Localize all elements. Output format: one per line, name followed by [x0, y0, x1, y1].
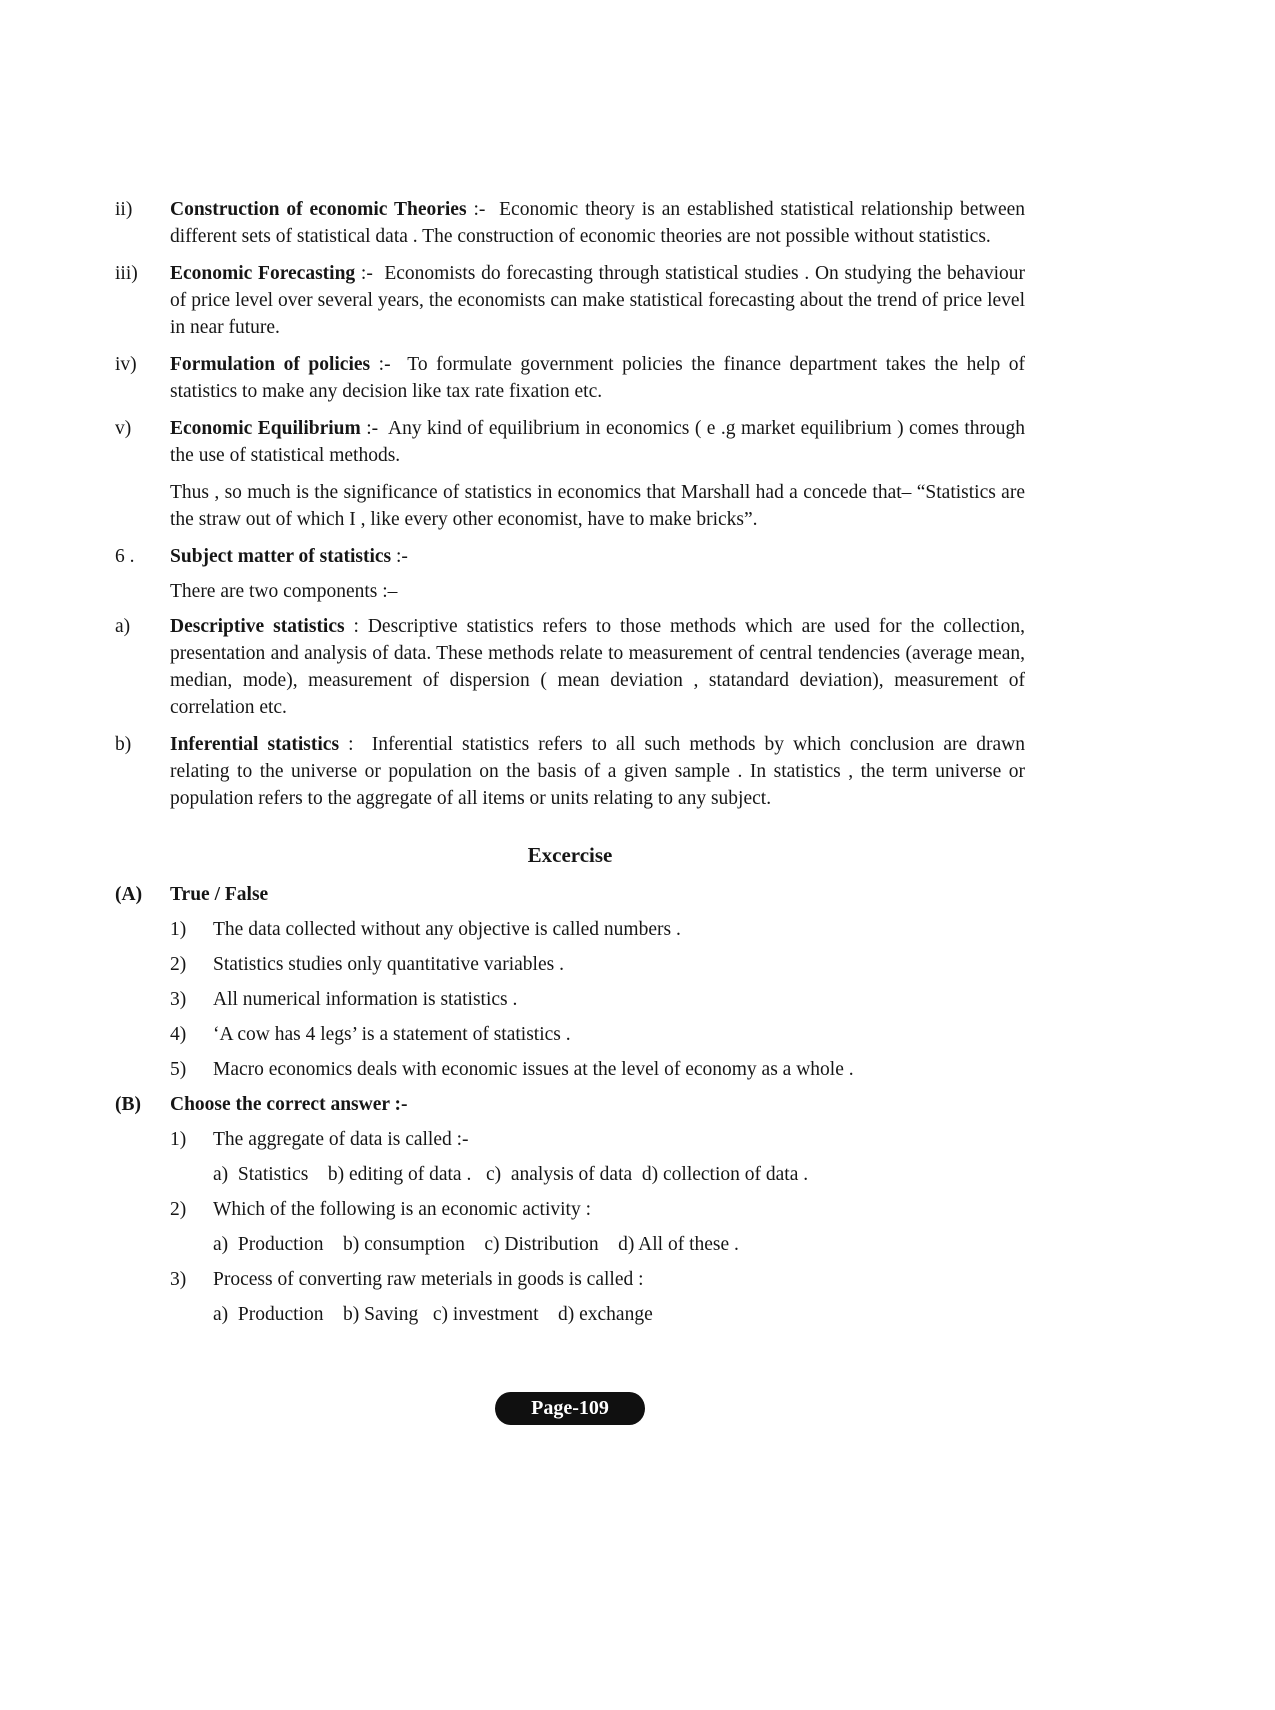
true-false-item-2 — [170, 951, 1025, 978]
list-item-descriptive-statistics — [115, 613, 1030, 721]
item-marker: a) — [115, 616, 131, 637]
section-title-wrap — [170, 1091, 1025, 1118]
item-text: Macro economics deals with economic issues at the level of economy as a whole . — [213, 1059, 854, 1080]
item-body: Descriptive statistics refers to those methods which are used for the collection, presentation and analysis of data. These methods relate to measurement of central tendencies (average mean, median, mode), measurement of dispersion ( mean deviation , statandard deviation), measurement of correlation etc. — [170, 616, 1030, 718]
item-title: Inferential statistics — [170, 734, 340, 755]
question-text: Process of converting raw meterials in goods is called : — [213, 1269, 644, 1290]
page-number-badge: Page-109 — [495, 1392, 645, 1425]
item-text: ‘A cow has 4 legs’ is a statement of statistics . — [213, 1024, 571, 1045]
list-item-construction-theories — [115, 196, 1030, 250]
mcq-question-3 — [170, 1266, 1025, 1293]
section-marker: (A) — [115, 884, 143, 905]
section-title: Choose the correct answer :- — [170, 1094, 408, 1115]
section-marker: (B) — [115, 1094, 141, 1115]
item-body: Any kind of equilibrium in economics ( e .g market equilibrium ) comes through the use of statistical methods. — [170, 418, 1030, 466]
section-title: Subject matter of statistics — [170, 546, 392, 567]
item-marker: iii) — [115, 263, 138, 284]
section-true-false — [115, 881, 1025, 908]
exercise-heading: Excercise — [527, 843, 613, 867]
choose-correct-items — [170, 1126, 1025, 1328]
item-text — [170, 351, 1030, 405]
item-text: Statistics studies only quantitative variables . — [213, 954, 564, 975]
section-title-wrap — [170, 543, 1025, 570]
mcq-options-2: a) Production b) consumption c) Distribution d) All of these . — [213, 1234, 739, 1255]
item-text: All numerical information is statistics . — [213, 989, 518, 1010]
item-separator: :- — [466, 199, 500, 220]
section-separator: :- — [391, 546, 408, 567]
item-body: Inferential statistics refers to all such methods by which conclusion are drawn relating to the universe or population on the basis of a given sample . In statistics , the term universe or population refers to the aggregate of all items or units relating to any subject. — [170, 734, 1030, 809]
item-number: 1) — [170, 1129, 187, 1150]
item-text — [170, 731, 1030, 812]
item-separator: : — [339, 734, 372, 755]
list-item-economic-forecasting — [115, 260, 1030, 341]
item-marker: iv) — [115, 354, 137, 375]
true-false-item-3 — [170, 986, 1025, 1013]
section-title-wrap — [170, 881, 1025, 908]
item-title: Formulation of policies — [170, 354, 371, 375]
item-separator: : — [344, 616, 368, 637]
list-item-inferential-statistics — [115, 731, 1030, 812]
item-text — [170, 415, 1030, 469]
components-intro: There are two components :– — [170, 581, 398, 602]
item-body: Economists do forecasting through statistical studies . On studying the behaviour of price level over several years, the economists can make statistical forecasting about the trend of price level in near future. — [170, 263, 1030, 338]
item-body: To formulate government policies the finance department takes the help of statistics to make any decision like tax rate fixation etc. — [170, 354, 1030, 402]
item-text — [170, 260, 1030, 341]
item-number: 5) — [170, 1059, 187, 1080]
question-text: The aggregate of data is called :- — [213, 1129, 469, 1150]
item-body: Economic theory is an established statistical relationship between different sets of statistical data . The construction of economic theories are not possible without statistics. — [170, 199, 1030, 247]
item-text — [170, 613, 1030, 721]
item-text — [170, 196, 1030, 250]
page-content — [115, 196, 1030, 1336]
item-title: Economic Equilibrium — [170, 418, 361, 439]
item-separator: :- — [355, 263, 385, 284]
item-number: 4) — [170, 1024, 187, 1045]
item-separator: :- — [360, 418, 388, 439]
section-title: True / False — [170, 884, 269, 905]
item-number: 3) — [170, 1269, 187, 1290]
item-marker: ii) — [115, 199, 133, 220]
item-number: 2) — [170, 954, 187, 975]
true-false-item-4 — [170, 1021, 1025, 1048]
item-number: 3) — [170, 989, 187, 1010]
true-false-item-1 — [170, 916, 1025, 943]
list-item-economic-equilibrium — [115, 415, 1030, 469]
item-title: Construction of economic Theories — [170, 199, 467, 220]
true-false-item-5 — [170, 1056, 1025, 1083]
section-marker: 6 . — [115, 546, 135, 567]
item-marker: b) — [115, 734, 132, 755]
mcq-options-3: a) Production b) Saving c) investment d) exchange — [213, 1304, 653, 1325]
item-separator: :- — [370, 354, 408, 375]
item-number: 1) — [170, 919, 187, 940]
item-marker: v) — [115, 418, 132, 439]
mcq-question-1 — [170, 1126, 1025, 1153]
section-choose-correct — [115, 1091, 1025, 1118]
item-text: The data collected without any objective is called numbers . — [213, 919, 681, 940]
section-subject-matter — [115, 543, 1025, 570]
true-false-items — [170, 916, 1025, 1083]
item-title: Economic Forecasting — [170, 263, 356, 284]
item-number: 2) — [170, 1199, 187, 1220]
list-item-formulation-policies — [115, 351, 1030, 405]
item-title: Descriptive statistics — [170, 616, 345, 637]
marshall-quote-paragraph: Thus , so much is the significance of statistics in economics that Marshall had a concede that– “Statistics are the straw out of which I , like every other economist, have to make bricks”. — [170, 482, 1030, 530]
mcq-question-2 — [170, 1196, 1025, 1223]
question-text: Which of the following is an economic activity : — [213, 1199, 591, 1220]
mcq-options-1: a) Statistics b) editing of data . c) analysis of data d) collection of data . — [213, 1164, 809, 1185]
